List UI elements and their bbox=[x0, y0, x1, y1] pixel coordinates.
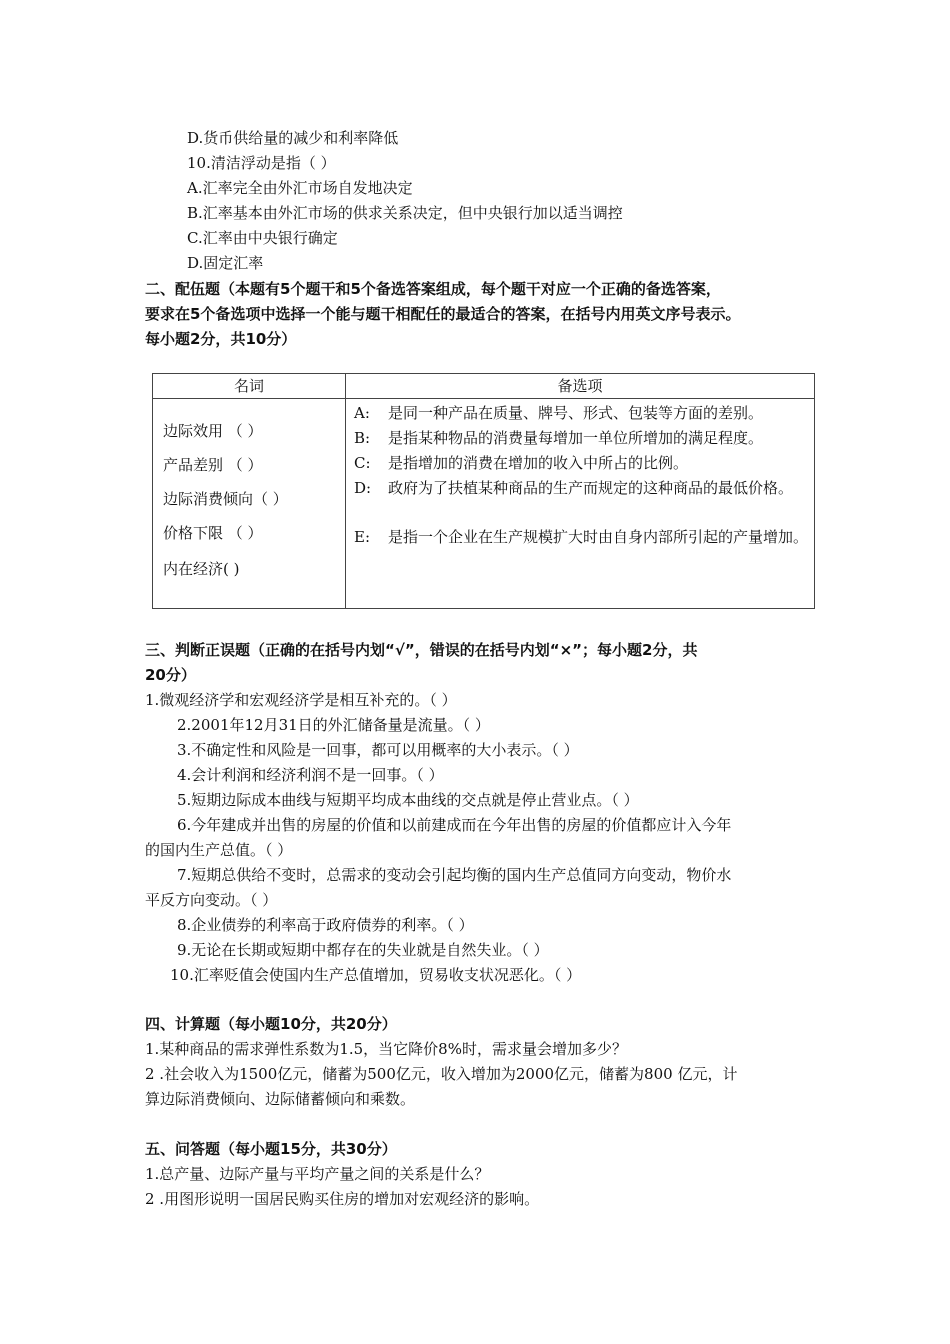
section3-heading-line2: 20分） bbox=[145, 666, 196, 684]
option-text: 是指某种物品的消费量每增加一单位所增加的满足程度。 bbox=[388, 429, 764, 447]
term-item: 价格下限 （ ） bbox=[163, 524, 263, 542]
section2-heading-line3: 每小题2分，共10分） bbox=[145, 330, 297, 348]
option-key: E: bbox=[354, 528, 371, 546]
judgment-item: 3.不确定性和风险是一回事，都可以用概率的大小表示。（ ） bbox=[177, 741, 579, 759]
q9-option-d: D.货币供给量的减少和利率降低 bbox=[187, 129, 399, 147]
essay-question-2: 2 .用图形说明一国居民购买住房的增加对宏观经济的影响。 bbox=[145, 1190, 540, 1208]
term-item: 产品差别 （ ） bbox=[163, 456, 263, 474]
table-header-options: 备选项 bbox=[346, 374, 815, 399]
term-item: 内在经济( ) bbox=[163, 560, 240, 578]
judgment-item: 8.企业债券的利率高于政府债券的利率。（ ） bbox=[177, 916, 474, 934]
option-item bbox=[354, 476, 808, 500]
judgment-item: 4.会计利润和经济利润不是一回事。（ ） bbox=[177, 766, 444, 784]
judgment-item: 7.短期总供给不变时，总需求的变动会引起均衡的国内生产总值同方向变动，物价水 bbox=[177, 866, 732, 884]
section4-heading: 四、计算题（每小题10分，共20分） bbox=[145, 1015, 397, 1033]
term-item: 边际消费倾向（ ） bbox=[163, 490, 288, 508]
essay-question-1: 1.总产量、边际产量与平均产量之间的关系是什么？ bbox=[145, 1165, 490, 1183]
section2-heading-line2: 要求在5个备选项中选择一个能与题干相配任的最适合的答案，在括号内用英文序号表示。 bbox=[145, 305, 741, 323]
options-cell bbox=[346, 399, 815, 609]
calc-question-1: 1.某种商品的需求弹性系数为1.5，当它降价8%时，需求量会增加多少？ bbox=[145, 1040, 627, 1058]
judgment-item: 5.短期边际成本曲线与短期平均成本曲线的交点就是停止营业点。（ ） bbox=[177, 791, 639, 809]
option-key: C: bbox=[354, 454, 371, 472]
q10-stem: 10.清洁浮动是指（ ） bbox=[187, 154, 336, 172]
judgment-item: 10.汇率贬值会使国内生产总值增加，贸易收支状况恶化。（ ） bbox=[170, 966, 582, 984]
option-text: 是同一种产品在质量、牌号、形式、包装等方面的差别。 bbox=[388, 404, 764, 422]
calc-question-2-continued: 算边际消费倾向、边际储蓄倾向和乘数。 bbox=[145, 1090, 416, 1108]
judgment-item: 2.2001年12月31日的外汇储备量是流量。（ ） bbox=[177, 716, 490, 734]
option-item bbox=[354, 426, 808, 450]
option-key: A: bbox=[354, 404, 370, 422]
option-item bbox=[354, 401, 808, 425]
q10-option-a: A.汇率完全由外汇市场自发地决定 bbox=[187, 179, 413, 197]
judgment-item: 9.无论在长期或短期中都存在的失业就是自然失业。（ ） bbox=[177, 941, 549, 959]
matching-table bbox=[152, 373, 815, 609]
option-text: 是指一个企业在生产规模扩大时由自身内部所引起的产量增加。 bbox=[388, 528, 809, 546]
q10-option-c: C.汇率由中央银行确定 bbox=[187, 229, 338, 247]
option-text: 是指增加的消费在增加的收入中所占的比例。 bbox=[388, 454, 689, 472]
q10-option-b: B.汇率基本由外汇市场的供求关系决定，但中央银行加以适当调控 bbox=[187, 204, 623, 222]
q10-option-d: D.固定汇率 bbox=[187, 254, 264, 272]
option-item bbox=[354, 525, 808, 549]
judgment-item-continued: 平反方向变动。（ ） bbox=[145, 891, 278, 909]
option-item bbox=[354, 451, 808, 475]
table-header-terms: 名词 bbox=[153, 374, 346, 399]
section3-heading-line1: 三、判断正误题（正确的在括号内划“√”，错误的在括号内划“×”；每小题2分，共 bbox=[145, 641, 698, 659]
term-item: 边际效用 （ ） bbox=[163, 422, 263, 440]
judgment-item: 1.微观经济学和宏观经济学是相互补充的。（ ） bbox=[145, 691, 457, 709]
option-text: 政府为了扶植某种商品的生产而规定的这种商品的最低价格。 bbox=[388, 479, 794, 497]
option-key: B: bbox=[354, 429, 371, 447]
judgment-item-continued: 的国内生产总值。（ ） bbox=[145, 841, 293, 859]
option-key: D: bbox=[354, 479, 372, 497]
section5-heading: 五、问答题（每小题15分，共30分） bbox=[145, 1140, 397, 1158]
terms-cell bbox=[153, 399, 346, 609]
calc-question-2: 2 .社会收入为1500亿元，储蓄为500亿元，收入增加为2000亿元，储蓄为800 亿元，计 bbox=[145, 1065, 738, 1083]
section2-heading-line1: 二、配伍题（本题有5个题干和5个备选答案组成，每个题干对应一个正确的备选答案， bbox=[145, 280, 721, 298]
judgment-item: 6.今年建成并出售的房屋的价值和以前建成而在今年出售的房屋的价值都应计入今年 bbox=[177, 816, 732, 834]
